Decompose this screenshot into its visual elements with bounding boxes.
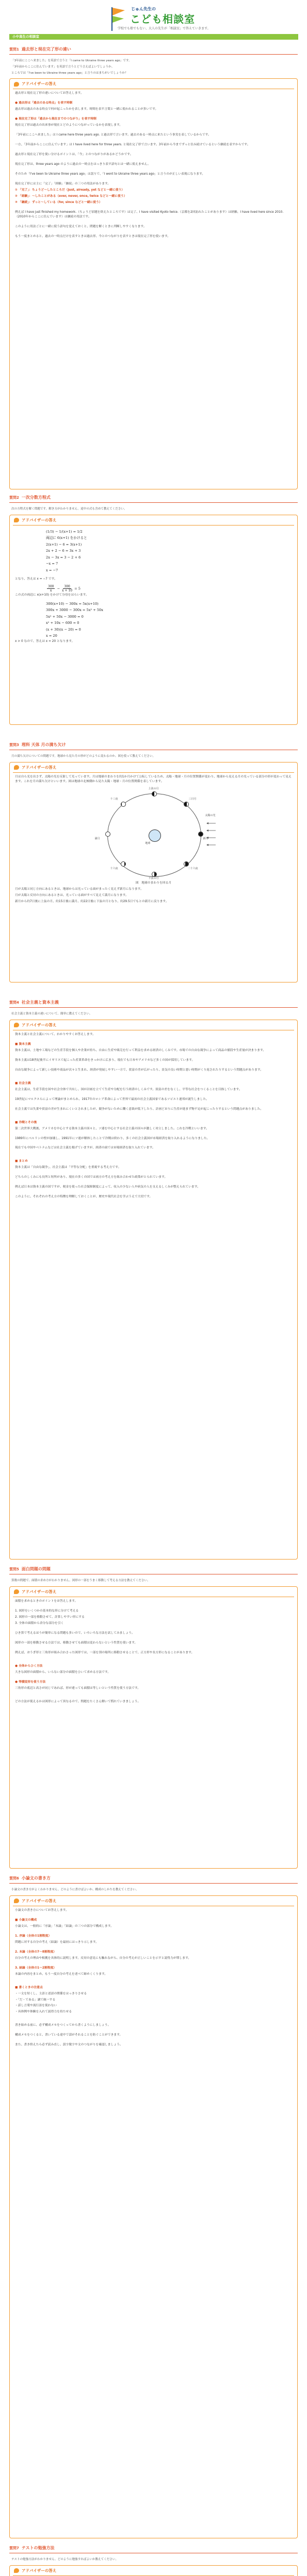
advice-paragraph: 図形の一部を移動させる方法では、移動させても面積は変わらないという性質を使います。 [15,1641,138,1645]
advice-box [9,2565,298,2576]
advice-highlight: ③ 「継続」：ずっと〜している（for, since などと一緒に使う） [15,200,102,204]
logo-main: こども相談室 [130,13,195,25]
section-title: ■ 小論文の構成 [15,1918,37,1922]
advice-highlight: ② 「経験」：〜したことがある（ever, never, once, twice などと一緒に使う） [15,194,127,198]
advice-text [15,775,292,904]
advice-paragraph: ひき算で考えるほうが簡単になる問題も多いので、いろいろな方法を試してみましょう。 [15,1631,135,1635]
equation-line: x = −7 [46,568,58,572]
sunlight-label: 太陽の光 [205,814,216,817]
advice-paragraph: 例えば日本は資本主義の国ですが、税金を使った社会保障制度によって、収入の少ない人や病気の人を支えるしくみが整えられています。 [15,1185,200,1189]
moon-last-quarter-icon [152,872,157,877]
question-title: 社会主義と資本主義 [21,1000,59,1005]
advice-box [9,1895,298,2538]
fraction: $\frac{300}{x}$ [48,585,54,593]
site-header [0,0,307,42]
advice-paragraph: 3. 全体の面積から余分な部分を引く [15,1621,64,1625]
question-heading [9,1566,298,1572]
section-title: ■ 社会主義 [15,1081,31,1085]
question-text: 月の満ち欠けについての問題です。地球から見た月の形がどのように変わるのか、図を使って教えてください。 [11,755,156,758]
advice-box [9,515,298,725]
question-heading [9,742,298,748]
question-title: 小論文の書き方 [21,1876,51,1880]
question-text: 社会主義と資本主義の違いについて、簡単に教えてください。 [11,1012,92,1016]
advice-text [15,1032,292,1200]
advice-paragraph: このように用法ごとに一緒に使う語句を覚えておくと、問題を解くときに判断しやすくなります。 [15,225,147,228]
moon-phase-label: 新月 [203,837,208,840]
advice-paragraph: 面積を求めるときのポイントをお答えします。 [15,1599,78,1603]
question-1 [0,46,307,489]
speech-bubble-icon [14,1589,19,1594]
advice-paragraph: 月が太陽と反対の方向にあるときは、光っている面がすべて見えて満月になります。 [15,893,128,897]
advice-paragraph: どの方法が使えるかは図形によって異なるので、問題をたくさん解いて慣れていきましょう。 [15,1700,141,1703]
earth-icon [149,829,161,842]
equation-line: −x = 7 [46,562,58,566]
fraction-equation: $\frac{300}{x}$ − $\frac{300}{x + 10}$ = 5 [48,585,80,593]
question-text: 小論文の書き方がよくわかりません。どのように書けばよいか、構成のしかたを教えてください。 [11,1888,139,1892]
question-title: 一次分数方程式 [21,495,51,500]
advice-rule [13,525,294,526]
heading-rule [9,54,298,55]
speech-bubble-icon [14,2568,19,2573]
moon-first-quarter-icon [152,791,157,796]
advice-paragraph: また、書き終えたら必ず読み直し、誤字脱字や文のつながりを確認しましょう。 [15,2043,123,2047]
advice-title: アドバイザーの答え [10,1020,297,1030]
moon-crescent-icon [184,802,189,807]
question-3 [0,742,307,982]
question-body [11,59,296,75]
moon-phase-diagram [92,788,216,881]
question-title: 理科 天体 月の満ち欠け [21,742,66,747]
advice-highlight: ① 「完了」：ちょうど〜したところだ（just, already, yet などと一緒に使う） [15,188,125,192]
advice-paragraph: 現在完了形は過去の出来事が現在とどのようにつながっているかを表現します。 [15,123,123,127]
question-5 [0,1566,307,1869]
equation-line: (1/3) − 1/(x+1) = 1/2 [46,529,83,534]
advice-highlight: ● 過去形は「過去のある時点」を表す時制 [15,101,73,105]
category-bar: 小中高生の相談室 [9,34,298,40]
advice-paragraph: このように、それぞれの考え方の特徴を理解しておくことが、歴史や現代社会を学ぶうえで大切です。 [15,1195,153,1199]
equation-line: (x + 30)(x − 20) = 0 [46,627,81,632]
moon-phase-label: 十六夜 [110,867,118,870]
advice-highlight: ● 現在完了形は「過去から現在までのつながり」を表す時制 [15,117,96,121]
moon-phase-label: 満月 [94,837,100,840]
question-7 [0,2545,307,2576]
advice-rule [13,772,294,773]
moon-full-icon [105,832,110,837]
advice-paragraph: 社会主義では失業や貧富の差が生まれにくいとされましたが、競争がないために働く意欲が低下したり、計画どおりに生産が進まず物不足が起こったりするという問題点がありました。 [15,1107,264,1111]
question-label: 質問3 [9,742,19,747]
advice-text [15,1599,292,1704]
question-text: 算数の問題で、面積の求め方がわかりません。図形の一部をうまく移動して考える方法を教えてください。 [11,1579,150,1583]
advice-paragraph: 過去形と現在完了形を使い分けるポイントは、「今」とのつながりがあるかどうかです。 [15,152,133,156]
figure-caption: 図 地球のまわりを回る月 [135,881,172,885]
equation-line: 両辺に 6(x+1) をかけると [46,536,87,540]
advice-paragraph: x > 0 なので、答えは x = 20 となります。 [15,639,75,643]
question-label: 質問6 [9,1876,19,1880]
advice-paragraph: 1. 図形をいくつかの基本的な形に分けて考える [15,1609,79,1613]
advice-box [9,78,298,489]
advice-paragraph: もう一度まとめると、過去の一時点だけを表すときは過去形、今とのつながりを表すときは現在完了形を使います。 [15,234,170,238]
advice-paragraph: 現在完了形は、three years ago のように過去の一時点をはっきり表す語句とは一緒に使えません。 [15,162,151,166]
moon-phase-label: 上弦の月 [148,787,159,790]
advice-paragraph: 2. 図形の一部を移動させて、計算しやすい形にする [15,1615,85,1619]
advice-title: アドバイザーの答え [10,79,297,89]
moon-phase-label: 二十六夜 [187,867,198,870]
advice-highlight: 2. 本論（全体の7〜8割程度） [15,1950,57,1954]
question-2 [0,495,307,725]
advice-text [15,1908,292,2048]
question-text: テストの勉強方法がわかりません。どのように勉強すればよいか教えてください。 [11,2558,119,2562]
advice-paragraph: 問題に対する自分の考え（結論）を最初にはっきり示します。 [15,1940,99,1944]
moon-waning-gibbous-icon [121,861,126,867]
advice-title: アドバイザーの答え [10,2566,297,2575]
speech-bubble-icon [14,765,19,770]
advice-paragraph: この式の両辺に x(x+10) をかけて分母をはらいます。 [15,593,89,597]
question-text: 「3年前にここへ来ました」を英語で言うと「I came to Ukraine three years ago」です。 [11,59,132,63]
equation-line: x = 20 [46,634,57,638]
question-text: ところでは「I've been to Ukraine three years ago」と言うのはまちがいでしょうか？ [11,71,128,75]
advice-paragraph: 小論文は、一般的に「序論」「本論」「結論」の三つの部分で構成します。 [15,1924,114,1928]
question-body [11,507,296,512]
advice-paragraph: 過去形は過去のある時点で何が起こったかを表します。時間を表す言葉と一緒に使われることが多いです。 [15,107,158,111]
speech-bubble-icon [14,1899,19,1903]
question-label: 質問5 [9,1567,19,1571]
advice-paragraph: 例えば I have just finished my homework.（ちょうど宿題を終えたところです）は完了、I have visited Kyoto twice.（京都を2回訪れたことがあります）は経験、I have lived here since 2010.（2010年からここに住んでいます）は継続の用法です。 [15,210,284,218]
speech-bubble-icon [14,518,19,522]
question-heading [9,46,298,53]
question-heading [9,1875,298,1882]
advice-box [9,1020,298,1560]
advice-paragraph: 現在完了形には主に「完了」「経験」「継続」の三つの用法があります。 [15,182,111,185]
earth-label: 地球 [145,841,151,845]
advice-title: アドバイザーの答え [10,1587,297,1597]
speech-bubble-icon [14,82,19,87]
fraction: $\frac{300}{x + 10}$ [62,585,73,593]
advice-paragraph: ・「だ・である」調で統一する [15,1998,56,2002]
advice-title: アドバイザーの答え [10,515,297,525]
question-text: 次の方程式を解く問題です。解き方がわかりません。途中の式も含めて教えてください。 [11,507,127,511]
equation-line: 300x + 3000 − 300x = 5x² + 50x [46,608,103,613]
question-body [11,2557,296,2562]
equation-line: 5x² + 50x − 3000 = 0 [46,614,84,619]
advice-paragraph: 社会主義は、生産手段を国や社会全体で共有し、国が計画を立てて生産や分配を行う経済のしくみです。貧富の差をなくし、平等な社会をつくることを目指しています。 [15,1088,242,1091]
advice-paragraph: どちらのしくみにも長所と短所があり、現在の多くの国では両方の考え方を組み合わせた政策がとられています。 [15,1176,168,1179]
equation-line: 2x − 3x = 3 − 2 + 6 [46,555,81,560]
equation-line: 2x + 2 − 6 = 3x + 3 [46,549,81,553]
section-title: ■ 冷戦とその後 [15,1121,37,1124]
advice-paragraph: 新月から約7日後に上弦の月、約15日後に満月、約22日後に下弦の月となり、約29.5日でもとの新月に戻ります。 [15,900,169,903]
advice-paragraph: 資本主義は「自由な競争」、社会主義は「平等な分配」を重視する考え方です。 [15,1166,121,1170]
advice-paragraph: 月は自ら光を出さず、太陽の光を反射して光っています。月は地球のまわりを約1か月かけて公転しているため、太陽・地球・月の位置関係が変わり、地球から見える月の光っている部分の形が変わって見えます。これを月の満ち欠けといいます。図は地球の北極側から見た太陽・地球・月の位置関係を表しています。 [15,775,292,783]
section-title: ■ まとめ [15,1160,28,1163]
question-4 [0,999,307,1560]
sunlight-arrows-icon [205,819,216,850]
advice-paragraph: 小論文の書き方についてお答えします。 [15,1908,69,1912]
section-title: ■ 資本主義 [15,1042,31,1046]
solution-block [46,601,292,639]
question-heading [9,2545,298,2551]
advice-paragraph: 19世紀にマルクスらによって理論がまとめられ、1917年のロシア革命によって世界で最初の社会主義国家であるソビエト連邦が誕生しました。 [15,1097,209,1101]
question-heading [9,495,298,501]
advice-paragraph: 大きな図形の面積から、いらない部分の面積をひいて求める方法です。 [15,1670,111,1674]
moon-phase-label: 三日月 [188,797,197,801]
moon-gibbous-icon [121,802,126,807]
speech-bubble-icon [14,1023,19,1027]
question-heading [9,999,298,1006]
advice-paragraph: 自分の考えの理由や根拠を具体的に説明します。反対の意見にも触れながら、自分の考えが正しいことを示すと説得力が増します。 [15,1956,191,1960]
advice-paragraph: 第二次世界大戦後、アメリカを中心とする資本主義の国々と、ソ連を中心とする社会主義の国々が激しく対立しました。これを冷戦といいます。 [15,1127,209,1130]
advice-paragraph: 自由な競争によって新しい技術や商品が次々と生まれ、経済が発展しやすい一方で、貧富の差が広がったり、景気の良い時期と悪い時期がくり返されたりするという問題点があります。 [15,1068,263,1072]
question-body [11,754,296,759]
equation-line: 2(x+1) − 6 = 3(x+1) [46,542,82,547]
question-label: 質問1 [9,47,19,52]
advice-paragraph: 三角形の底辺と高さが同じであれば、形が違っても面積は等しいという性質を使う方法です。 [15,1686,141,1690]
question-label: 質問4 [9,1000,19,1005]
advice-paragraph: ・話し言葉や流行語を使わない [15,2004,57,2008]
question-label: 質問2 [9,495,19,500]
advice-paragraph: 構成メモをつくると、書いている途中で話がそれることを防ぐことができます。 [15,2033,123,2037]
advice-box [9,762,298,982]
advice-highlight: 1. 序論（全体の1割程度） [15,1934,52,1938]
advice-highlight: 3. 結論（全体の1〜2割程度） [15,1966,57,1970]
heading-rule [9,502,298,503]
equation-line: 300(x+10) − 300x = 5x(x+10) [46,601,99,606]
advice-paragraph: 「3年前にここへ来ました」は I came here three years ago. と過去形で言います。過去のある一時点に来たという事実を表しているからです。 [15,133,211,137]
advice-paragraph: 資本主義は18世紀後半にイギリスで起こった産業革命をきっかけに広まり、現在でも日本やアメリカなど多くの国が採用しています。 [15,1058,195,1062]
question-6 [0,1875,307,2538]
equation-block [46,529,292,574]
logo-sub: じゅん先生の [131,7,156,11]
advice-text [15,91,292,239]
advice-box [9,1586,298,1869]
question-body [11,1579,296,1583]
advice-title: アドバイザーの答え [10,1896,297,1906]
section-title: ● 等積変形を使う方法 [15,1680,46,1684]
section-title: ■ 書くときの注意点 [15,1986,43,1989]
question-text: 「3年前からここに住んでいます」を英語で言うとどう言えばよいでしょうか。 [11,65,115,69]
advice-paragraph: 月が太陽と同じ方向にあるときは、地球からは光っている面がまったく見えず新月になります。 [15,887,143,891]
advice-paragraph: 資本主義と社会主義について、わかりやすくお答えします。 [15,1032,95,1036]
question-title: 面白問題の問題 [21,1567,51,1571]
advice-title: アドバイザーの答え [10,762,297,772]
heading-rule [9,1883,298,1884]
moon-phase-label: 下弦の月 [148,876,159,880]
question-label: 質問7 [9,2546,19,2550]
moon-new-icon [198,832,203,837]
moon-phase-label: 十三夜 [110,797,118,801]
advice-paragraph: 資本主義は、土地や工場などの生産手段を個人や企業が持ち、自由に生産や販売を行って利益を求める経済のしくみです。市場での自由な競争によって商品の値段や生産量が決まります。 [15,1048,266,1052]
advice-paragraph: 書き始める前に、必ず構成メモをつくってから書くようにしましょう。 [15,2024,111,2027]
advice-paragraph: 本論の内容をまとめ、もう一度自分の考えを述べて締めくくります。 [15,1972,108,1976]
advice-paragraph: 過去形と現在完了形の違いについてお答えします。 [15,91,84,95]
question-title: テストの勉強方法 [21,2546,55,2550]
site-logo[interactable] [110,4,211,34]
advice-paragraph: 例えば、おうぎ形と三角形が組み合わさった図形では、一部を別の場所に移動させることで、正方形や長方形になることがあります。 [15,1651,195,1654]
advice-paragraph: ・一文を短くし、主語と述語の関係をはっきりさせる [15,1992,87,1995]
equation-line: x² + 10x − 600 = 0 [46,621,79,625]
question-title: 過去形と現在完了形の違い [21,47,71,52]
advice-paragraph: 現在でも中国やベトナムなどは社会主義を掲げていますが、経済の面では市場経済を取り入れています。 [15,1146,155,1150]
advice-text [15,529,292,644]
heading-rule [9,1007,298,1008]
question-body [11,1888,296,1892]
section-title: ● 全体からひく方法 [15,1664,43,1668]
moon-waning-crescent-icon [184,861,189,867]
advice-paragraph: 一方、「3年前からここに住んでいます」は I have lived here for three years. と現在完了形で言います。3年前から今までずっと住み続けているという継続を表すからです。 [15,143,250,146]
advice-paragraph: となり、答えは x = −7 です。 [15,578,57,581]
advice-paragraph: 1989年にベルリンの壁が崩壊し、1991年にソ連が解体したことで冷戦は終わり、多くの社会主義国が市場経済を取り入れるようになりました。 [15,1137,210,1140]
question-body [11,1012,296,1016]
advice-paragraph: そのため「I've been to Ukraine three years ago」は誤りで、「I went to Ukraine three years ago」と言うのが正しい表現になります。 [15,172,205,176]
logo-tagline: 学校でも塾でもない、大人の先生が「相談室」で答えていきます。 [118,27,211,30]
advice-paragraph: ・具体例や体験を入れて説得力を持たせる [15,2010,72,2014]
